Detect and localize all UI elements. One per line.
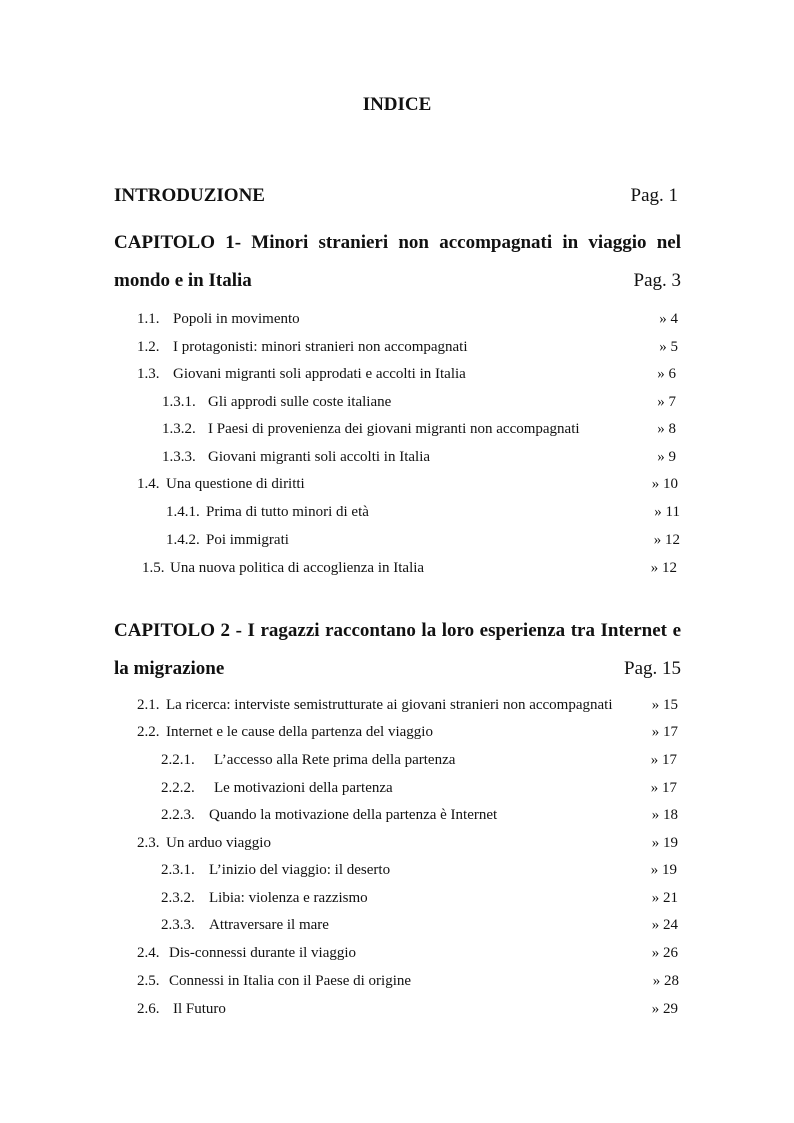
toc-entry[interactable] (137, 474, 305, 494)
toc-entry-page: » 21 (651, 890, 678, 906)
chapter-2-title-line2-row (114, 650, 681, 688)
toc-entry[interactable] (137, 337, 468, 357)
toc-entry-page: » 28 (652, 973, 679, 989)
toc-entry[interactable] (161, 778, 393, 798)
chapter-2-title-line2: la migrazione (114, 658, 225, 679)
toc-entry-page: » 15 (651, 697, 678, 713)
toc-entry-number: 2.4. (137, 945, 160, 961)
toc-entry-page: » 9 (657, 449, 676, 465)
toc-entry[interactable] (137, 695, 613, 715)
toc-entry-number: 1.2. (137, 339, 160, 355)
toc-entry-title: L’inizio del viaggio: il deserto (209, 862, 391, 878)
toc-entry[interactable] (161, 888, 368, 908)
toc-entry-number: 1.4. (137, 476, 160, 492)
toc-entry-number: 2.1. (137, 697, 160, 713)
chapter-1-title-line1: CAPITOLO 1- Minori stranieri non accompagnati in viaggio nel (114, 232, 681, 253)
toc-entry-page: » 26 (651, 945, 678, 961)
toc-entry-title: L’accesso alla Rete prima della partenza (214, 752, 456, 768)
toc-entry-title: Connessi in Italia con il Paese di origine (169, 973, 412, 989)
toc-entry-title: Un arduo viaggio (166, 835, 271, 851)
toc-entry-number: 1.4.1. (166, 504, 200, 520)
toc-entry-number: 2.2.2. (161, 780, 195, 796)
toc-entry-number: 1.3. (137, 366, 160, 382)
toc-entry[interactable] (137, 722, 433, 742)
toc-entry[interactable] (137, 971, 411, 991)
toc-entry-page: » 8 (657, 421, 676, 437)
toc-entry-title: Le motivazioni della partenza (214, 780, 393, 796)
toc-entry-title: Giovani migranti soli accolti in Italia (208, 449, 431, 465)
toc-introduction[interactable] (114, 185, 678, 207)
chapter-2-title-line1: CAPITOLO 2 - I ragazzi raccontano la loro esperienza tra Internet e (114, 620, 681, 641)
toc-entry-page: » 7 (657, 394, 676, 410)
toc-entry-number: 2.3.3. (161, 917, 195, 933)
toc-entry-title: Quando la motivazione della partenza è Internet (209, 807, 498, 823)
toc-entry-page: » 17 (651, 724, 678, 740)
toc-entry-title: I Paesi di provenienza dei giovani migranti non accompagnati (208, 421, 580, 437)
introduction-label: INTRODUZIONE (114, 185, 265, 206)
toc-entry-page: » 19 (650, 862, 677, 878)
toc-entry-page: » 10 (651, 476, 678, 492)
toc-entry-title: Attraversare il mare (209, 917, 329, 933)
toc-entry-page: » 17 (650, 780, 677, 796)
page-title: INDICE (362, 94, 432, 115)
toc-entry-page: » 6 (657, 366, 676, 382)
toc-entry-number: 1.5. (142, 560, 165, 576)
chapter-1-title-line2-row (114, 262, 681, 300)
toc-entry-number: 2.3.2. (161, 890, 195, 906)
toc-entry-title: Una questione di diritti (166, 476, 305, 492)
introduction-page: Pag. 1 (630, 185, 678, 206)
toc-entry-title: Poi immigrati (206, 532, 289, 548)
toc-entry[interactable] (162, 392, 391, 412)
toc-entry-page: » 24 (651, 917, 678, 933)
toc-entry-title: La ricerca: interviste semistrutturate ai giovani stranieri non accompagnati (166, 697, 613, 713)
toc-entry[interactable] (161, 805, 497, 825)
toc-entry-number: 2.5. (137, 973, 160, 989)
toc-entry[interactable] (162, 447, 430, 467)
toc-entry-page: » 17 (650, 752, 677, 768)
toc-entry-number: 1.4.2. (166, 532, 200, 548)
toc-entry-page: » 12 (650, 560, 677, 576)
toc-entry[interactable] (161, 915, 329, 935)
toc-entry[interactable] (166, 502, 369, 522)
toc-entry-page: » 5 (659, 339, 678, 355)
toc-entry-number: 1.1. (137, 311, 160, 327)
toc-entry[interactable] (161, 750, 455, 770)
toc-entry[interactable] (137, 364, 466, 384)
toc-entry-page: » 29 (651, 1001, 678, 1017)
toc-entry-title: I protagonisti: minori stranieri non accompagnati (173, 339, 468, 355)
toc-entry[interactable] (137, 833, 271, 853)
toc-entry[interactable] (137, 943, 356, 963)
chapter-2-page: Pag. 15 (624, 658, 681, 679)
toc-entry-page: » 11 (654, 504, 680, 520)
toc-entry-title: Popoli in movimento (173, 311, 300, 327)
toc-entry[interactable] (142, 558, 424, 578)
toc-entry-page: » 4 (659, 311, 678, 327)
toc-entry-number: 1.3.1. (162, 394, 196, 410)
toc-entry-page: » 18 (651, 807, 678, 823)
toc-entry-number: 2.2.3. (161, 807, 195, 823)
toc-entry-title: Gli approdi sulle coste italiane (208, 394, 392, 410)
toc-entry-title: Internet e le cause della partenza del viaggio (166, 724, 433, 740)
toc-entry-page: » 19 (651, 835, 678, 851)
toc-entry-title: Una nuova politica di accoglienza in Italia (170, 560, 425, 576)
toc-entry-title: Giovani migranti soli approdati e accolti in Italia (173, 366, 466, 382)
toc-entry[interactable] (162, 419, 580, 439)
toc-entry-title: Prima di tutto minori di età (206, 504, 369, 520)
toc-entry-title: Il Futuro (173, 1001, 226, 1017)
chapter-1-page: Pag. 3 (633, 270, 681, 291)
toc-entry[interactable] (166, 530, 289, 550)
toc-entry-number: 2.3.1. (161, 862, 195, 878)
toc-entry-number: 2.2.1. (161, 752, 195, 768)
toc-entry-number: 1.3.3. (162, 449, 196, 465)
chapter-2-heading[interactable] (114, 612, 681, 688)
chapter-1-heading[interactable] (114, 224, 681, 300)
toc-entry[interactable] (137, 309, 300, 329)
toc-entry-number: 2.6. (137, 1001, 160, 1017)
chapter-1-title-line2: mondo e in Italia (114, 270, 252, 291)
toc-entry-title: Libia: violenza e razzismo (209, 890, 368, 906)
toc-entry-number: 2.2. (137, 724, 160, 740)
toc-entry[interactable] (137, 999, 226, 1019)
toc-entry-number: 2.3. (137, 835, 160, 851)
toc-entry-title: Dis-connessi durante il viaggio (169, 945, 357, 961)
toc-entry-number: 1.3.2. (162, 421, 196, 437)
toc-entry[interactable] (161, 860, 390, 880)
toc-entry-page: » 12 (653, 532, 680, 548)
